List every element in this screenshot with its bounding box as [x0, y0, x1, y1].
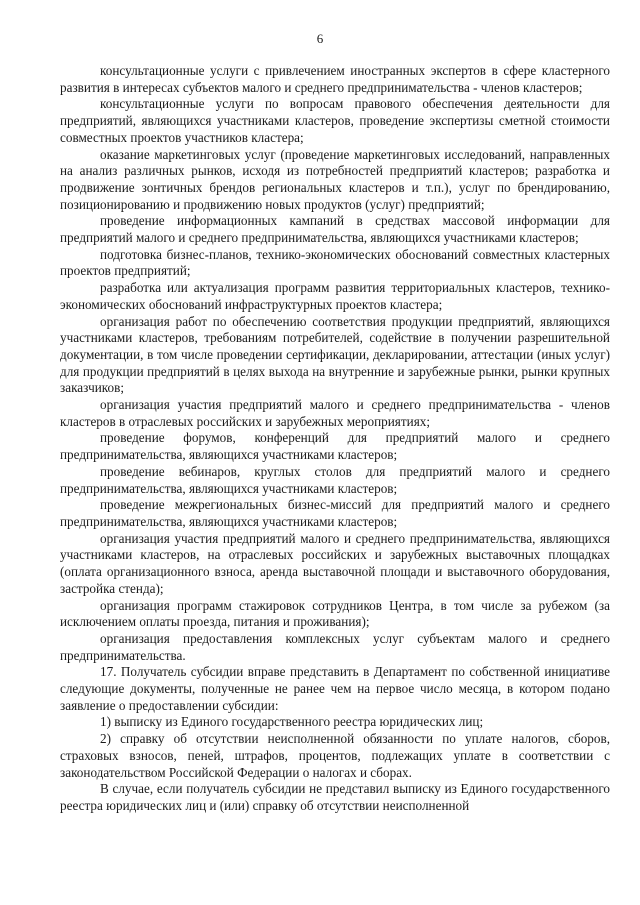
page-number: 6	[316, 31, 324, 46]
paragraph: организация участия предприятий малого и среднего предпринимательства, являющихся участниками кластеров, на отраслевых российских и зарубежных выставочных площадках (оплата организационного взноса, аренда выставочной площади и выставочного оборудования, застройка стенда);	[60, 530, 610, 596]
paragraph: организация работ по обеспечению соответствия продукции предприятий, являющихся участниками кластеров, требованиям потребителей, содействие в получении разрешительной документации, в том числе проведении сертификации, декларировании, аттестации (иных услуг) для продукции предприятий в целях выхода на внутренние и зарубежные рынки, рынки крупных заказчиков;	[60, 313, 610, 396]
paragraph: 17. Получатель субсидии вправе представить в Департамент по собственной инициативе следующие документы, полученные не ранее чем на первое число месяца, в котором подано заявление о предоставлении субсидии:	[60, 664, 610, 713]
paragraph: 2) справку об отсутствии неисполненной обязанности по уплате налогов, сборов, страховых взносов, пеней, штрафов, процентов, подлежащих уплате в соответствии с законодательством Российской Федерации о налогах и сборах.	[60, 731, 610, 780]
paragraph: организация участия предприятий малого и среднего предпринимательства - членов кластеров в отраслевых российских и зарубежных мероприятиях;	[60, 397, 610, 429]
paragraph: проведение вебинаров, круглых столов для предприятий малого и среднего предпринимательства, являющихся участниками кластеров;	[60, 463, 610, 496]
paragraph: организация предоставления комплексных услуг субъектам малого и среднего предпринимательства.	[60, 630, 610, 663]
paragraph: проведение информационных кампаний в средствах массовой информации для предприятий малого и среднего предпринимательства, являющихся участниками кластеров;	[60, 213, 610, 246]
paragraph: консультационные услуги с привлечением иностранных экспертов в сфере кластерного развития в интересах субъектов малого и среднего предпринимательства - членов кластеров;	[60, 63, 610, 95]
paragraph: проведение межрегиональных бизнес-миссий для предприятий малого и среднего предпринимательства, являющихся участниками кластеров;	[60, 497, 610, 529]
paragraph: организация программ стажировок сотрудников Центра, в том числе за рубежом (за исключением оплаты проезда, питания и проживания);	[60, 597, 610, 630]
paragraph: подготовка бизнес-планов, технико-экономических обоснований совместных кластерных проектов предприятий;	[60, 246, 610, 279]
paragraph: проведение форумов, конференций для предприятий малого и среднего предпринимательства, являющихся участниками кластеров;	[60, 430, 610, 463]
document-body	[60, 63, 610, 815]
paragraph: разработка или актуализация программ развития территориальных кластеров, технико-экономических обоснований инфраструктурных проектов кластера;	[60, 280, 610, 312]
paragraph: оказание маркетинговых услуг (проведение маркетинговых исследований, направленных на анализ различных рынков, исходя из потребностей предприятий кластеров; разработка и продвижение зонтичных брендов региональных кластеров и т.п.), услуг по брендированию, позиционированию и продвижению новых продуктов (услуг) предприятий;	[60, 146, 610, 212]
paragraph: консультационные услуги по вопросам правового обеспечения деятельности для предприятий, являющихся участниками кластеров, проведение экспертизы сметной стоимости совместных проектов участников кластера;	[60, 96, 610, 145]
paragraph: 1) выписку из Единого государственного реестра юридических лиц;	[100, 714, 484, 730]
paragraph: В случае, если получатель субсидии не представил выписку из Единого государственного реестра юридических лиц и (или) справку об отсутствии неисполненной	[60, 781, 610, 813]
